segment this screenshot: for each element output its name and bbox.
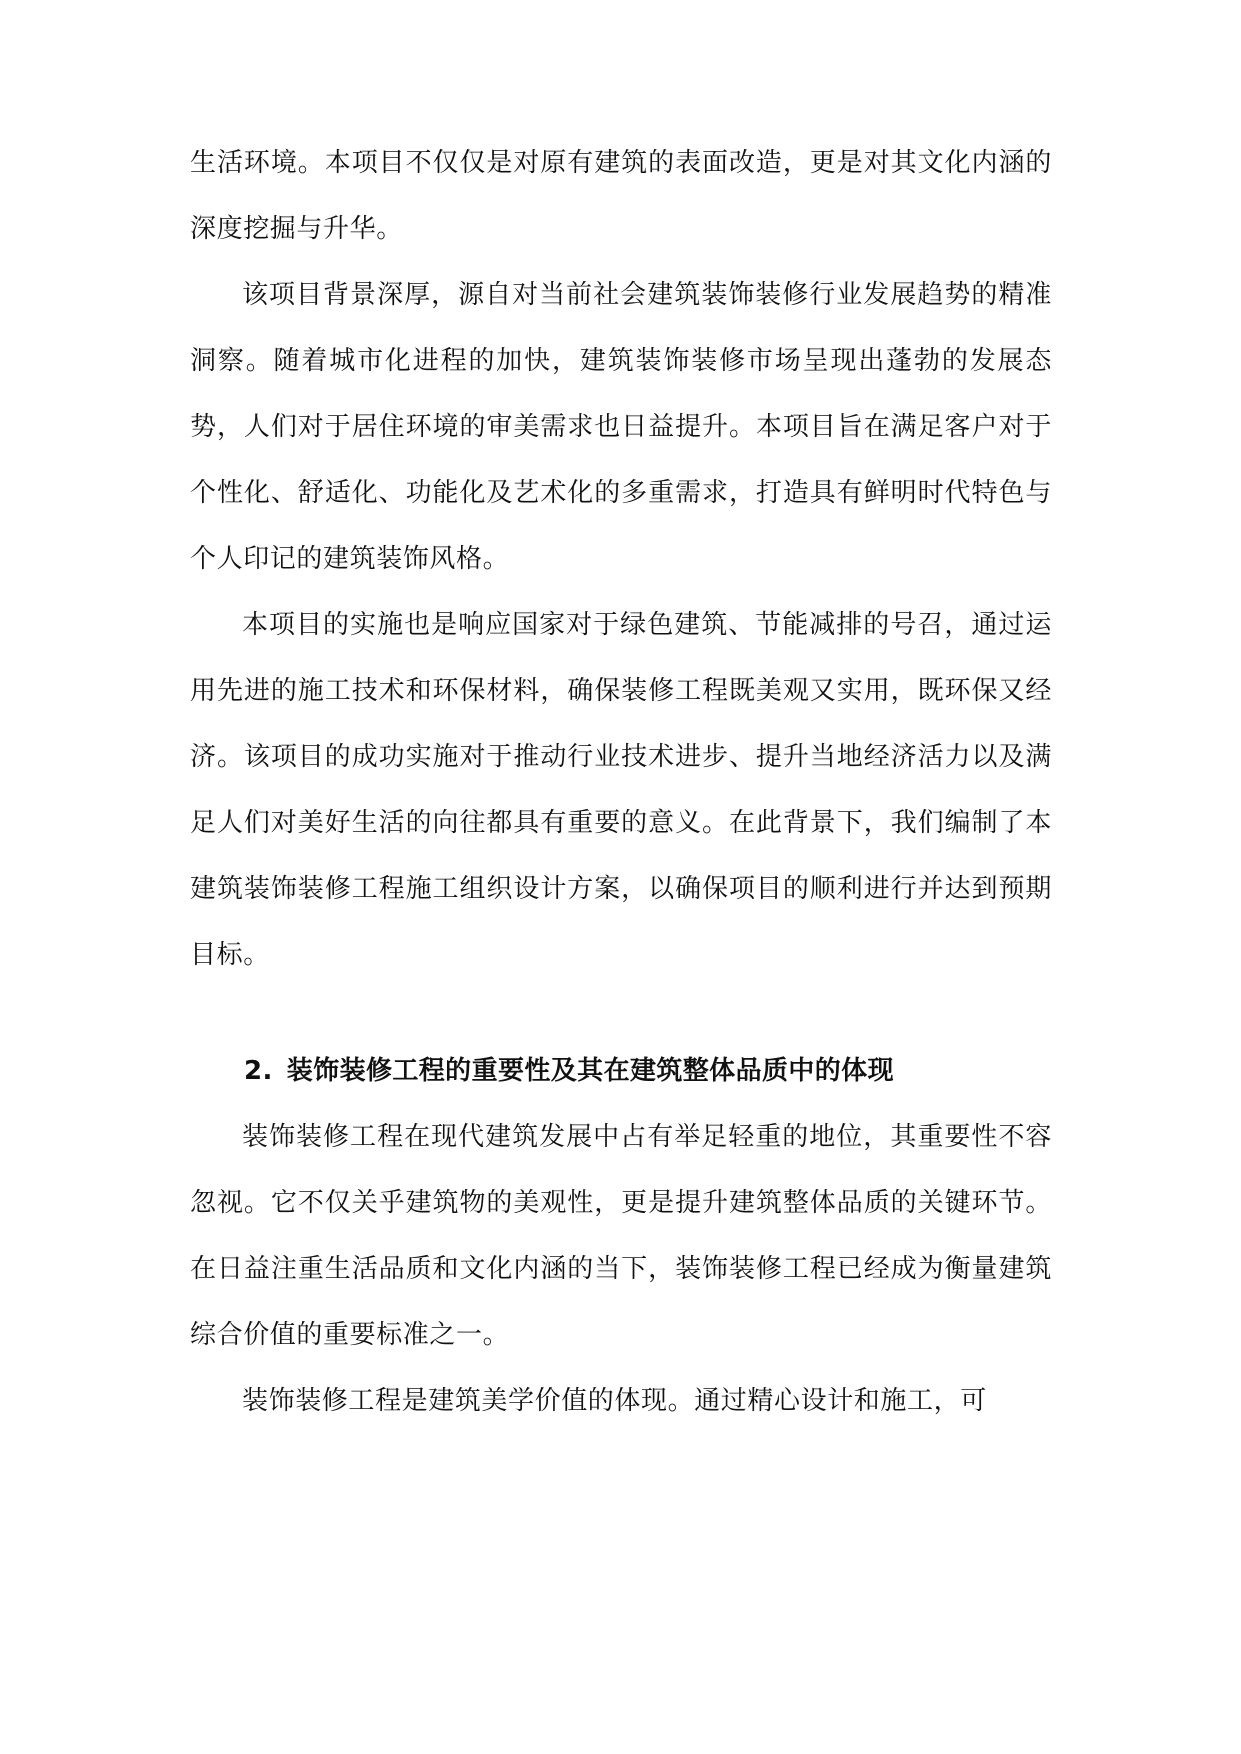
document-body: [190, 130, 1052, 1434]
paragraph-importance: 装饰装修工程在现代建筑发展中占有举足轻重的地位，其重要性不容忽视。它不仅关乎建筑物的美观性，更是提升建筑整体品质的关键环节。在日益注重生活品质和文化内涵的当下，装饰装修工程已经成为衡量建筑综合价值的重要标准之一。: [190, 1122, 1052, 1350]
section-number: 2.: [244, 1056, 273, 1086]
section-title: 装饰装修工程的重要性及其在建筑整体品质中的体现: [286, 1056, 894, 1086]
section-heading: [190, 1038, 1052, 1104]
paragraph-project-implementation: 本项目的实施也是响应国家对于绿色建筑、节能减排的号召，通过运用先进的施工技术和环保材料，确保装修工程既美观又实用，既环保又经济。该项目的成功实施对于推动行业技术进步、提升当地经济活力以及满足人们对美好生活的向往都具有重要的意义。在此背景下，我们编制了本建筑装饰装修工程施工组织设计方案，以确保项目的顺利进行并达到预期目标。: [190, 610, 1052, 970]
paragraph-project-background: 该项目背景深厚，源自对当前社会建筑装饰装修行业发展趋势的精准洞察。随着城市化进程的加快，建筑装饰装修市场呈现出蓬勃的发展态势，人们对于居住环境的审美需求也日益提升。本项目旨在满足客户对于个性化、舒适化、功能化及艺术化的多重需求，打造具有鲜明时代特色与个人印记的建筑装饰风格。: [190, 280, 1052, 574]
paragraph-continued: 生活环境。本项目不仅仅是对原有建筑的表面改造，更是对其文化内涵的深度挖掘与升华。: [190, 148, 1052, 244]
paragraph-aesthetic-value: 装饰装修工程是建筑美学价值的体现。通过精心设计和施工，可: [242, 1386, 987, 1416]
